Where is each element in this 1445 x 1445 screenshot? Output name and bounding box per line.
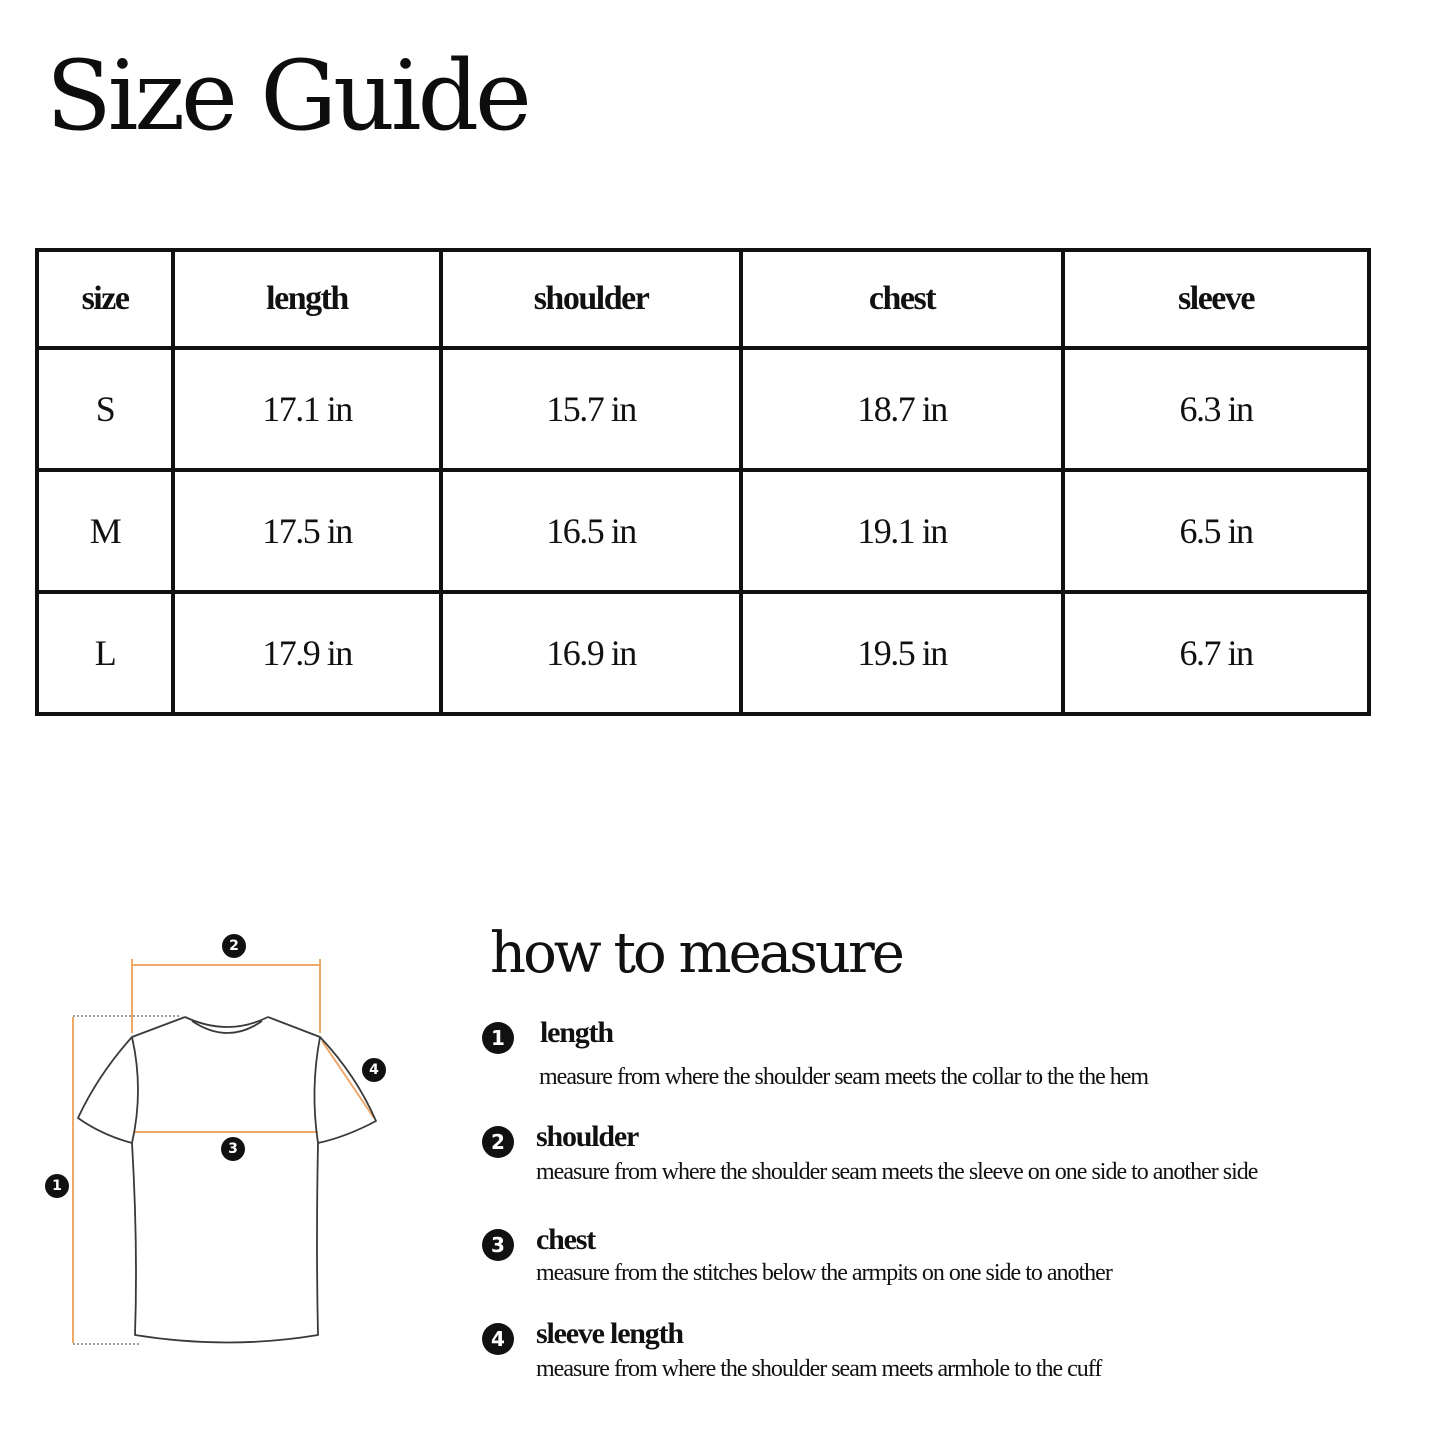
measure-item-desc: measure from where the shoulder seam meets armhole to the cuff bbox=[536, 1356, 1102, 1382]
cell-chest: 19.5 in bbox=[741, 592, 1063, 714]
tshirt-outline-icon bbox=[40, 925, 400, 1355]
cell-size: M bbox=[37, 470, 173, 592]
measure-item-title: shoulder bbox=[536, 1120, 639, 1153]
measure-item-title: length bbox=[540, 1016, 613, 1049]
cell-chest: 18.7 in bbox=[741, 348, 1063, 470]
cell-size: L bbox=[37, 592, 173, 714]
cell-length: 17.9 in bbox=[173, 592, 441, 714]
table-header-row bbox=[37, 250, 1369, 348]
cell-size: S bbox=[37, 348, 173, 470]
marker-length: 1 bbox=[45, 1174, 69, 1198]
cell-sleeve: 6.5 in bbox=[1063, 470, 1369, 592]
cell-shoulder: 16.5 in bbox=[441, 470, 741, 592]
measure-item-title: sleeve length bbox=[536, 1317, 683, 1350]
header-length: length bbox=[173, 250, 441, 348]
table-row bbox=[37, 348, 1369, 470]
header-shoulder: shoulder bbox=[441, 250, 741, 348]
table-row bbox=[37, 470, 1369, 592]
marker-sleeve: 4 bbox=[362, 1058, 386, 1082]
marker-chest: 3 bbox=[221, 1137, 245, 1161]
marker-shoulder: 2 bbox=[222, 934, 246, 958]
measure-item-desc: measure from where the shoulder seam meets the sleeve on one side to another side bbox=[536, 1159, 1258, 1185]
how-to-measure-title: how to measure bbox=[490, 921, 902, 986]
cell-sleeve: 6.7 in bbox=[1063, 592, 1369, 714]
number-1-icon: 1 bbox=[482, 1022, 514, 1054]
number-3-icon: 3 bbox=[482, 1229, 514, 1261]
number-4-icon: 4 bbox=[482, 1323, 514, 1355]
table-row bbox=[37, 592, 1369, 714]
tshirt-diagram bbox=[40, 925, 400, 1355]
number-2-icon: 2 bbox=[482, 1126, 514, 1158]
measure-item-desc: measure from where the shoulder seam meets the collar to the the hem bbox=[539, 1064, 1149, 1090]
header-chest: chest bbox=[741, 250, 1063, 348]
header-sleeve: sleeve bbox=[1063, 250, 1369, 348]
cell-sleeve: 6.3 in bbox=[1063, 348, 1369, 470]
cell-chest: 19.1 in bbox=[741, 470, 1063, 592]
size-table bbox=[35, 248, 1371, 716]
cell-shoulder: 15.7 in bbox=[441, 348, 741, 470]
cell-length: 17.5 in bbox=[173, 470, 441, 592]
measure-item-desc: measure from the stitches below the armpits on one side to another bbox=[536, 1260, 1112, 1286]
cell-shoulder: 16.9 in bbox=[441, 592, 741, 714]
page-title: Size Guide bbox=[46, 40, 528, 152]
cell-length: 17.1 in bbox=[173, 348, 441, 470]
measure-item-title: chest bbox=[536, 1223, 595, 1256]
header-size: size bbox=[37, 250, 173, 348]
